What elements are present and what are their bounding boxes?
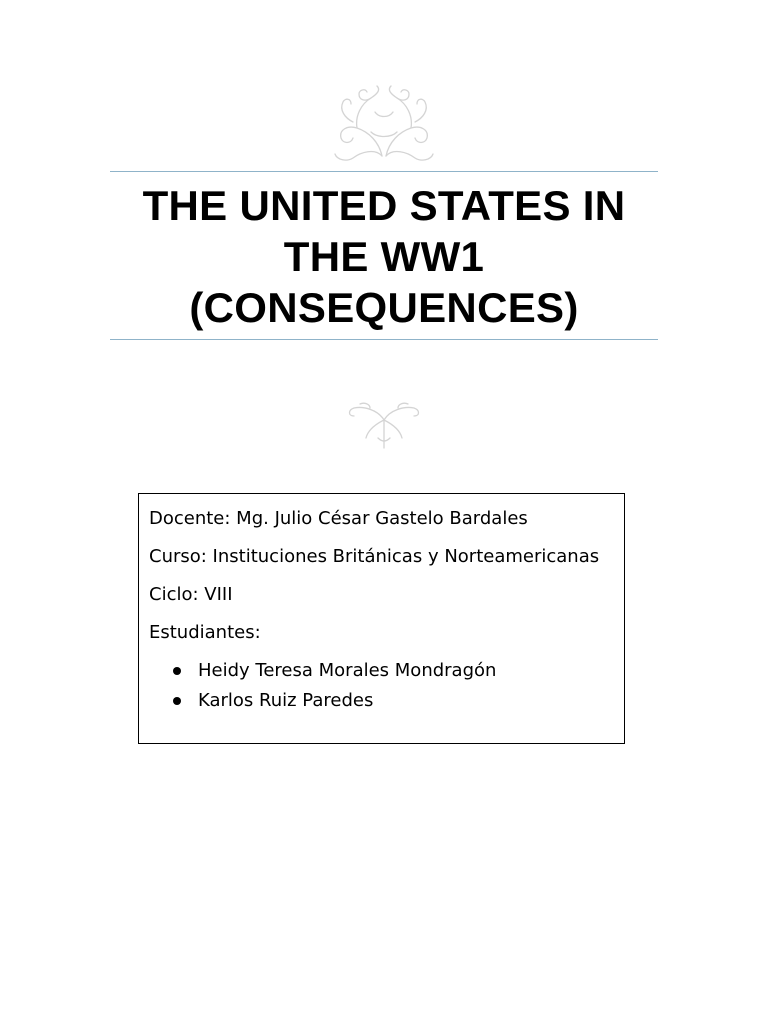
title-line-3: (CONSEQUENCES) <box>189 284 579 331</box>
title-top-rule <box>110 171 658 172</box>
student-item <box>149 656 614 686</box>
flourish-icon <box>309 82 459 164</box>
bullet-icon <box>173 667 181 675</box>
student-item <box>149 686 614 716</box>
teacher-line: Docente: Mg. Julio César Gastelo Bardales <box>149 508 528 529</box>
bullet-icon <box>173 697 181 705</box>
small-flourish-icon <box>344 398 424 456</box>
bottom-flourish-ornament <box>0 398 768 456</box>
title-line-2: THE WW1 <box>283 233 485 280</box>
student-name: Karlos Ruiz Paredes <box>198 690 374 711</box>
title-line-1: THE UNITED STATES IN <box>142 182 626 229</box>
document-title <box>100 180 668 333</box>
course-info-box <box>138 493 625 744</box>
top-flourish-ornament <box>0 82 768 164</box>
cycle-line: Ciclo: VIII <box>149 584 233 605</box>
course-line: Curso: Instituciones Británicas y Norteamericanas <box>149 546 600 567</box>
student-name: Heidy Teresa Morales Mondragón <box>198 660 497 681</box>
students-list <box>149 656 614 716</box>
title-bottom-rule <box>110 339 658 340</box>
students-label: Estudiantes: <box>149 622 261 643</box>
